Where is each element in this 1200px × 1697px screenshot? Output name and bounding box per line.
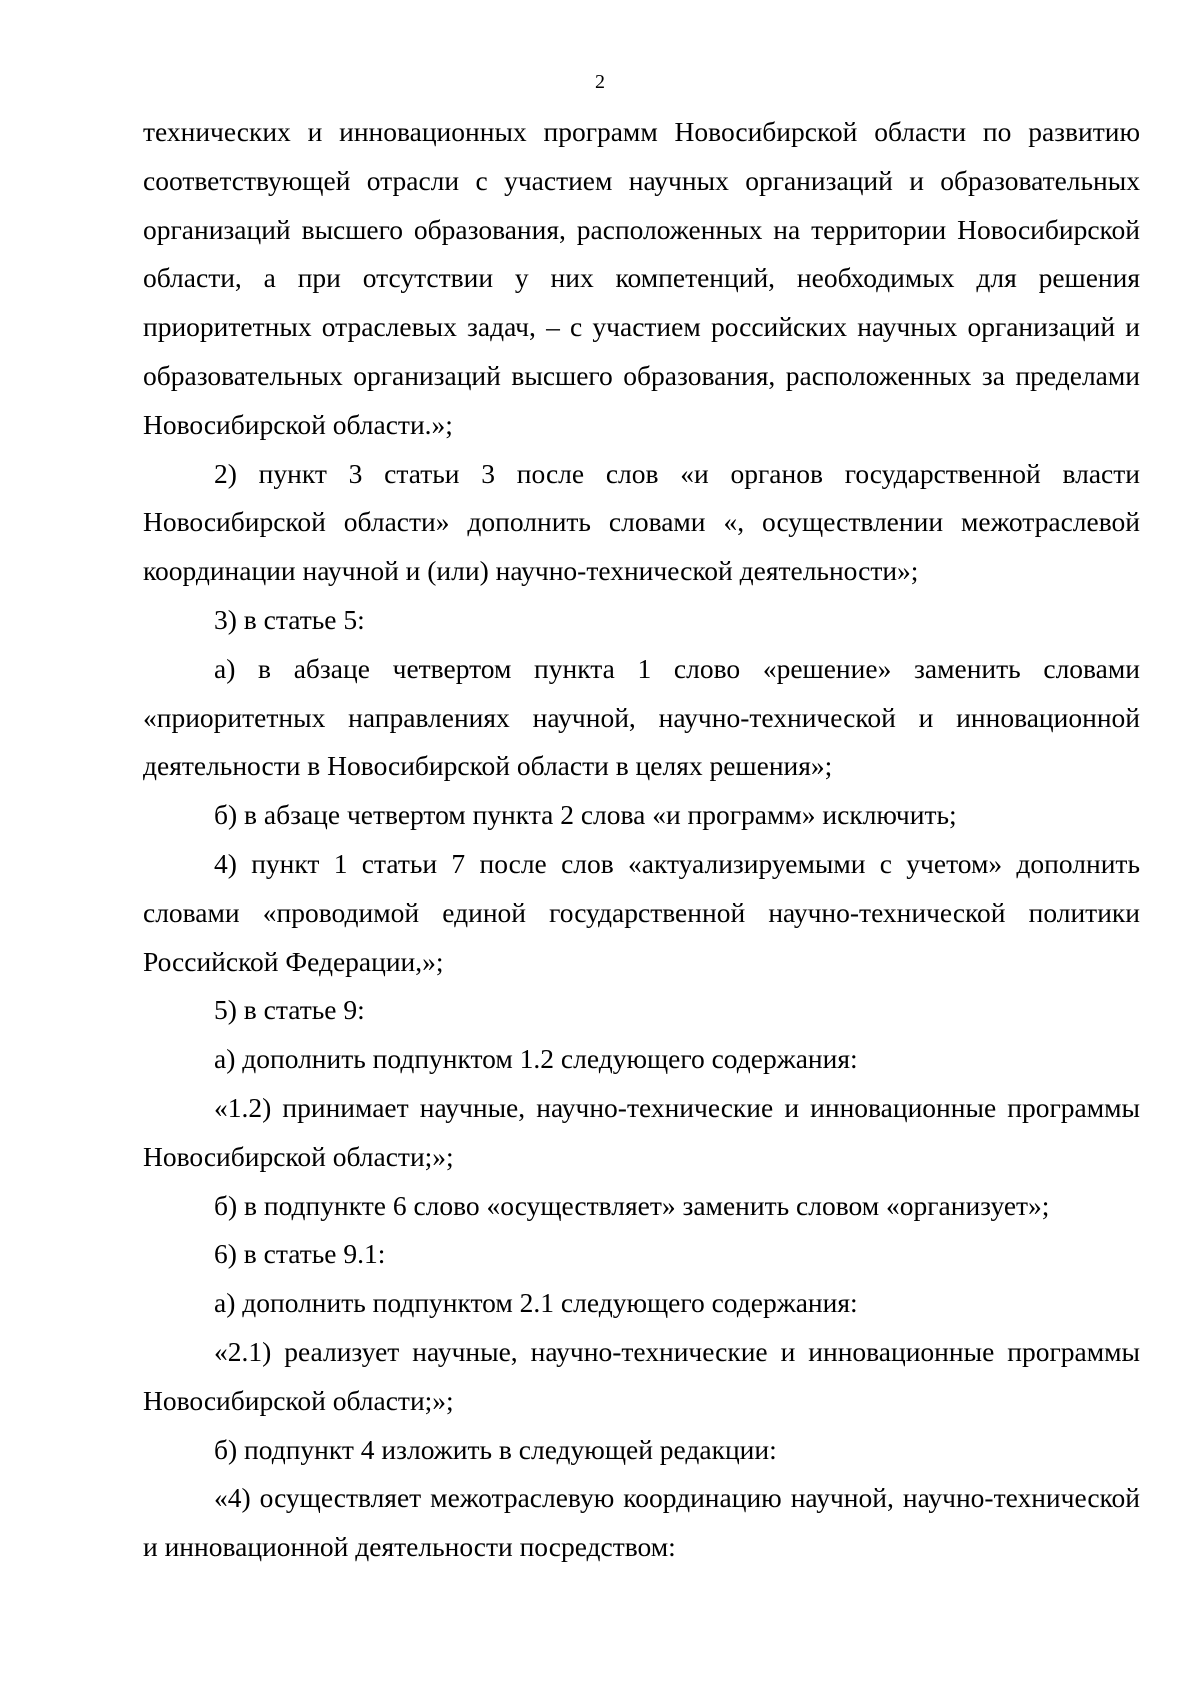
paragraph-continuation: технических и инновационных программ Новосибирской области по развитию соответствующей отрасли с участием научных организаций и образовательных организаций высшего образования, расположенных на территории Новосибирской области, а при отсутствии у них компетенций, необходимых для решения приоритетных отраслевых задач, – с участием российских научных организаций и образовательных организаций высшего образования, расположенных за пределами Новосибирской области.»; [143,116,1140,440]
page-number: 2 [595,71,605,93]
paragraph-item-2: 2) пункт 3 статьи 3 после слов «и органов государственной власти Новосибирской области» дополнить словами «, осуществлении межотраслевой координации научной и (или) научно-технической деятельности»; [143,457,1140,587]
paragraph-subitem-1-2: «1.2) принимает научные, научно-технические и инновационные программы Новосибирской области;»; [143,1091,1140,1172]
paragraph-item-6b: б) подпункт 4 изложить в следующей редакции: [214,1433,777,1465]
paragraph-item-5: 5) в статье 9: [214,994,365,1026]
paragraph-item-3: 3) в статье 5: [214,603,365,635]
paragraph-item-5a: а) дополнить подпунктом 1.2 следующего содержания: [214,1043,858,1075]
paragraph-item-3b: б) в абзаце четвертом пункта 2 слова «и программ» исключить; [214,799,957,831]
paragraph-item-6a: а) дополнить подпунктом 2.1 следующего содержания: [214,1287,858,1319]
paragraph-item-3a: а) в абзаце четвертом пункта 1 слово «решение» заменить словами «приоритетных направлениях научной, научно-технической и инновационной деятельности в Новосибирской области в целях решения»; [143,652,1140,782]
paragraph-item-6: 6) в статье 9.1: [214,1238,386,1270]
document-body [143,108,1140,1572]
paragraph-subitem-2-1: «2.1) реализует научные, научно-технические и инновационные программы Новосибирской области;»; [143,1335,1140,1416]
paragraph-item-4: 4) пункт 1 статьи 7 после слов «актуализируемыми с учетом» дополнить словами «проводимой единой государственной научно-технической политики Российской Федерации,»; [143,847,1140,977]
paragraph-subitem-4: «4) осуществляет межотраслевую координацию научной, научно-технической и инновационной деятельности посредством: [143,1482,1140,1563]
paragraph-item-5b: б) в подпункте 6 слово «осуществляет» заменить словом «организует»; [214,1189,1050,1221]
